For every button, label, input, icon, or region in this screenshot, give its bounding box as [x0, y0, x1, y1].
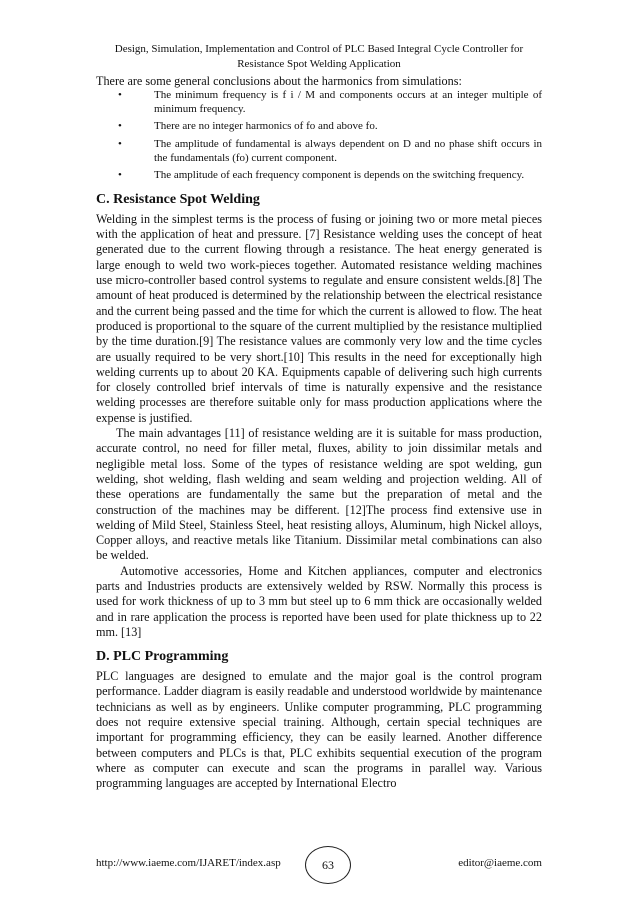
list-item-text: There are no integer harmonics of fo and above fo. [154, 120, 378, 133]
bullet-icon: • [118, 138, 122, 151]
bullet-icon: • [118, 169, 122, 182]
running-header-line-2: Resistance Spot Welding Application [237, 58, 401, 70]
section-d-heading: D. PLC Programming [96, 649, 229, 665]
running-header-line-1: Design, Simulation, Implementation and Control of PLC Based Integral Cycle Controller for [114, 43, 524, 55]
list-item [96, 120, 542, 134]
section-c-paragraph-1: Welding in the simplest terms is the process of fusing or joining two or more metal pieces with the application of heat and pressure. [7] Resistance welding uses the concept of heat generated due to the current flowing through a resistance. The heat energy generated is large enough to weld two work-pieces together. Automated resistance welding machines use micro-controller based control systems to regulate and ensure consistent welds.[8] The amount of heat produced is determined by the relationship between the electrical resistance and the current being passed and the time for which the current is allowed to flow. The heat produced is proportional to the square of the current multiplied by the resistance multiplied by the time duration.[9] The resistance values are commonly very low and the time cycles are usually required to be very short.[10] This results in the need for exceptionally high welding currents up to about 20 KA. Equipments capable of delivering such high currents for closely controlled brief intervals of time is naturally expensive and the resistance welding processes are therefore suitable only for mass production applications where the expense is justified. [96, 211, 542, 425]
section-c-paragraph-3: Automotive accessories, Home and Kitchen appliances, computer and electronics parts and Industries products are extensively welded by RSW. Normally this process is used for work thickness of up to 3 mm but steel up to 6 mm thick are occasionally welded and in rare application the process is reported have been used for plate thickness up to 22 mm. [13] [96, 563, 542, 639]
section-c-paragraph-2: The main advantages [11] of resistance welding are it is suitable for mass production, accurate control, no need for filler metal, fluxes, ability to join dissimilar metals and negligible metal loss. Some of the types of resistance welding are spot welding, gun welding, shot welding, flash welding and seam welding and projection welding. All of these operations are fundamentally the same but the preparation of metal and the construction of the machines may be different. [12]The process find extensive use in welding of Mild Steel, Stainless Steel, heat resisting alloys, Aluminum, high Nickel alloys, Copper alloys, and reactive metals like Titanium. Dissimilar metal combinations can also be welded. [96, 426, 542, 563]
list-item-text: The minimum frequency is f i / M and components occurs at an integer multiple of minimum frequency. [154, 89, 542, 115]
page-number: 63 [305, 846, 351, 884]
bullet-icon: • [118, 120, 122, 133]
list-item-text: The amplitude of each frequency component is depends on the switching frequency. [154, 169, 525, 182]
section-d-paragraph-1: PLC languages are designed to emulate and the major goal is the control program performance. Ladder diagram is easily readable and understood worldwide by maintenance technicians as well as by engineers. Unlike computer programming, PLC programming does not require extensive special training. Although, certain special techniques are important for programming efficiency, they can be easily learned. Another difference between computers and PLCs is that, PLC exhibits sequential execution of the program where as computer can execute and scan the programs in parallel way. Various programming languages are accepted by International Electro [96, 669, 542, 791]
bullet-icon: • [118, 89, 122, 102]
list-item-text: The amplitude of fundamental is always dependent on D and no phase shift occurs in the fundamentals (fo) current component. [154, 138, 542, 164]
list-item [96, 89, 542, 116]
footer-email-link[interactable]: editor@iaeme.com [458, 857, 542, 869]
harmonics-conclusions-list [96, 89, 542, 183]
running-header [60, 42, 578, 72]
main-content [96, 74, 542, 792]
footer-url-link[interactable]: http://www.iaeme.com/IJARET/index.asp [96, 857, 281, 869]
list-item [96, 169, 542, 183]
harmonics-intro: There are some general conclusions about the harmonics from simulations: [96, 74, 462, 88]
page-footer [96, 846, 542, 886]
section-c-heading: C. Resistance Spot Welding [96, 191, 260, 207]
list-item [96, 138, 542, 165]
